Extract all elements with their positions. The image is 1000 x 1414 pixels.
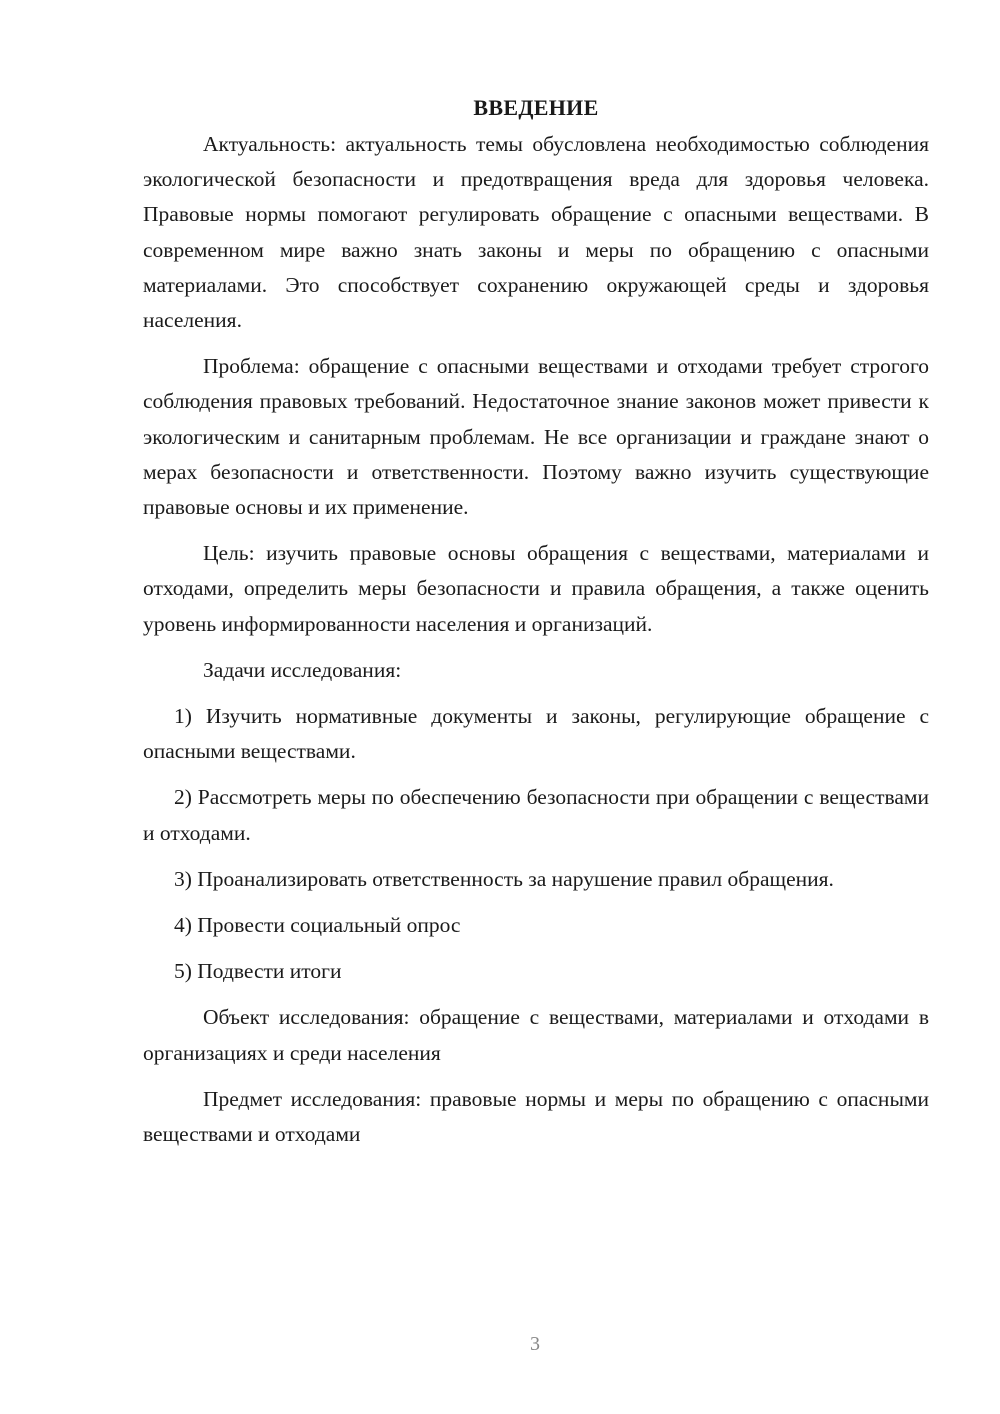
subject-paragraph: Предмет исследования: правовые нормы и меры по обращению с опасными веществами и отходами [143,1086,929,1147]
page-number: 3 [530,1333,540,1355]
task-item-5: 5) Подвести итоги [174,959,342,984]
document-page [143,90,929,1152]
tasks-heading: Задачи исследования: [203,657,402,682]
problem-paragraph: Проблема: обращение с опасными веществами и отходами требует строгого соблюдения правовых требований. Недостаточное знание законов может привести к экологическим и санитарным проблемам. Не все организации и граждане знают о мерах безопасности и ответственности. Поэтому важно изучить существующие правовые основы и их применение. [143,354,929,520]
object-paragraph: Объект исследования: обращение с веществами, материалами и отходами в организациях и среди населения [143,1005,929,1065]
task-item-1: 1) Изучить нормативные документы и законы, регулирующие обращение с опасными веществами. [143,704,929,764]
page-title: ВВЕДЕНИЕ [473,95,599,120]
task-item-4: 4) Провести социальный опрос [174,913,461,938]
task-item-3: 3) Проанализировать ответственность за нарушение правил обращения. [174,866,834,891]
task-item-2: 2) Рассмотреть меры по обеспечению безопасности при обращении с веществами и отходами. [143,785,929,845]
relevance-paragraph: Актуальность: актуальность темы обусловлена необходимостью соблюдения экологической безопасности и предотвращения вреда для здоровья человека. Правовые нормы помогают регулировать обращение с опасными веществами. В современном мире важно знать законы и меры по обращению с опасными материалами. Это способствует сохранению окружающей среды и здоровья населения. [143,132,929,333]
goal-paragraph: Цель: изучить правовые основы обращения с веществами, материалами и отходами, определить меры безопасности и правила обращения, а также оценить уровень информированности населения и организаций. [143,541,929,636]
